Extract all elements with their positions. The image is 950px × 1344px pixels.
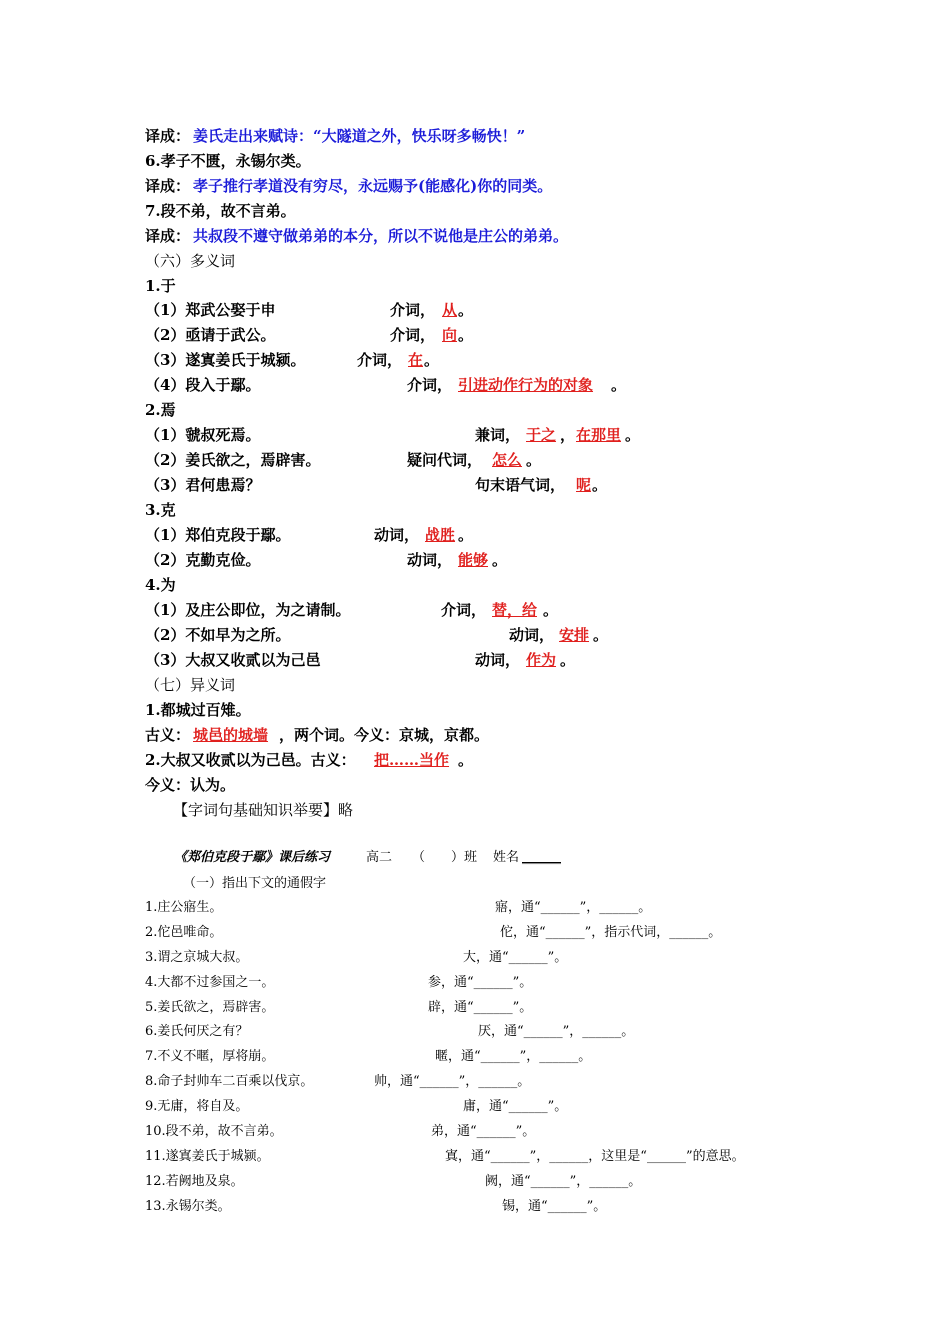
- answer: 能够: [458, 551, 489, 569]
- antonym-line: 今义：认为。: [145, 776, 236, 794]
- answer: 向: [442, 326, 458, 344]
- translation-text: 孝子推行孝道没有穷尽，永远赐予(能感化)你的同类。: [193, 177, 553, 195]
- answer: 替，给: [492, 601, 538, 619]
- word-heading: 2.焉: [145, 401, 176, 419]
- answer: 从: [442, 301, 458, 319]
- translation-text: 共叔段不遵守做弟弟的本分，所以不说他是庄公的弟弟。: [193, 227, 569, 245]
- answer: 引进动作行为的对象: [458, 376, 594, 394]
- document-page: 译成： 姜氏走出来赋诗：“大隧道之外，快乐呀多畅快！” 6.孝子不匮，永锡尔类。 译成： 孝子推行孝道没有穷尽，永远赐予(能感化)你的同类。 7.段不弟，故不言弟。 译成： 共叔段不遵守做弟弟的本分，所以不说他是庄公的弟弟。 （六）多义词 1.于 （1）郑武公娶于申 介词， 从 。 （2）亟请于武公。 介词， 向 。 （3）遂寘姜氏于城颍。 介词， 在 。 （4）段入于鄢。 介词， 引进动作行为的对象 。 2.焉 （1）虢叔死焉。 兼词， 于之 ， 在那里 。 （2）姜氏欲之，焉辟害。 疑问代词， 怎么 。 （3）君何患焉？ 句末语气词， 呢 。 3.克 （1）郑伯克段于鄢。 动词， 战胜 。 （2）克勤克俭。 动词， 能够 。 4.为 （1）及庄公即位，为之请制。 介词， 替，给 。 （2）不如早为之所。 动词， 安排 。 （3）大叔又收贰以为己邑 动词， 作为 。 （七）异义词 1.都城过百雉。 古义： 城邑的城墙 ，两个词。今义：京城，京都。 2.大叔又收贰以为己邑。古义： 把……当作 。 今义：认为。 【字词句基础知识举要】略 《郑伯克段于鄢》课后练习 高二 （ ）班 姓名 ______ （一）指出下文的通假字 1.庄公寤生。 寤，通“______”，______。 2.佗邑唯命。 佗，通“______”，指示代词，______。 3.谓之京城大叔。 大，通“______”。 4.大都不过参国之一。 参，通“______”。 5.姜氏欲之，焉辟害。 辟，通“______”。 6.姜氏何厌之有？ 厌，通“______”，______。 7.不义不暱，厚将崩。 暱，通“______”，______。 8.命子封帅车二百乘以伐京。 帅，通“______”，______。 9.无庸，将自及。 庸，通“______”。 10.段不弟，故不言弟。 弟，通“______”。 11.遂寘姜氏于城颍。 寘，通“______”，______，这里是“______”的意思。 12.若阙地及泉。 阙，通“______”，______。 13.永锡尔类。 锡，通“______”。: [145, 127, 745, 1214]
- answer: 在: [408, 351, 424, 369]
- section-heading: （七）异义词: [145, 676, 236, 694]
- answer: 于之: [526, 426, 557, 444]
- sentence-line: 6.孝子不匮，永锡尔类。: [145, 152, 311, 170]
- word-heading: 1.于: [145, 277, 176, 295]
- answer: 把……当作: [374, 751, 450, 769]
- answer: 怎么: [492, 451, 523, 469]
- antonym-line: 1.都城过百雉。: [145, 701, 251, 719]
- word-heading: 4.为: [145, 576, 176, 594]
- answer: 在那里: [576, 426, 622, 444]
- answer: 作为: [526, 651, 557, 669]
- answer: 安排: [559, 626, 590, 644]
- exercise-section: （一）指出下文的通假字: [183, 876, 327, 891]
- answer: 城邑的城墙: [193, 726, 269, 744]
- name-blank[interactable]: ______: [522, 850, 561, 865]
- exercise-title: 《郑伯克段于鄢》课后练习: [174, 850, 331, 865]
- translation-text: 姜氏走出来赋诗：“大隧道之外，快乐呀多畅快！”: [193, 127, 526, 145]
- answer: 战胜: [425, 526, 456, 544]
- sentence-line: 7.段不弟，故不言弟。: [145, 202, 296, 220]
- section-heading: （六）多义词: [145, 252, 236, 270]
- word-heading: 3.克: [145, 501, 176, 519]
- summary-line: 【字词句基础知识举要】略: [173, 801, 354, 819]
- answer: 呢: [576, 476, 592, 494]
